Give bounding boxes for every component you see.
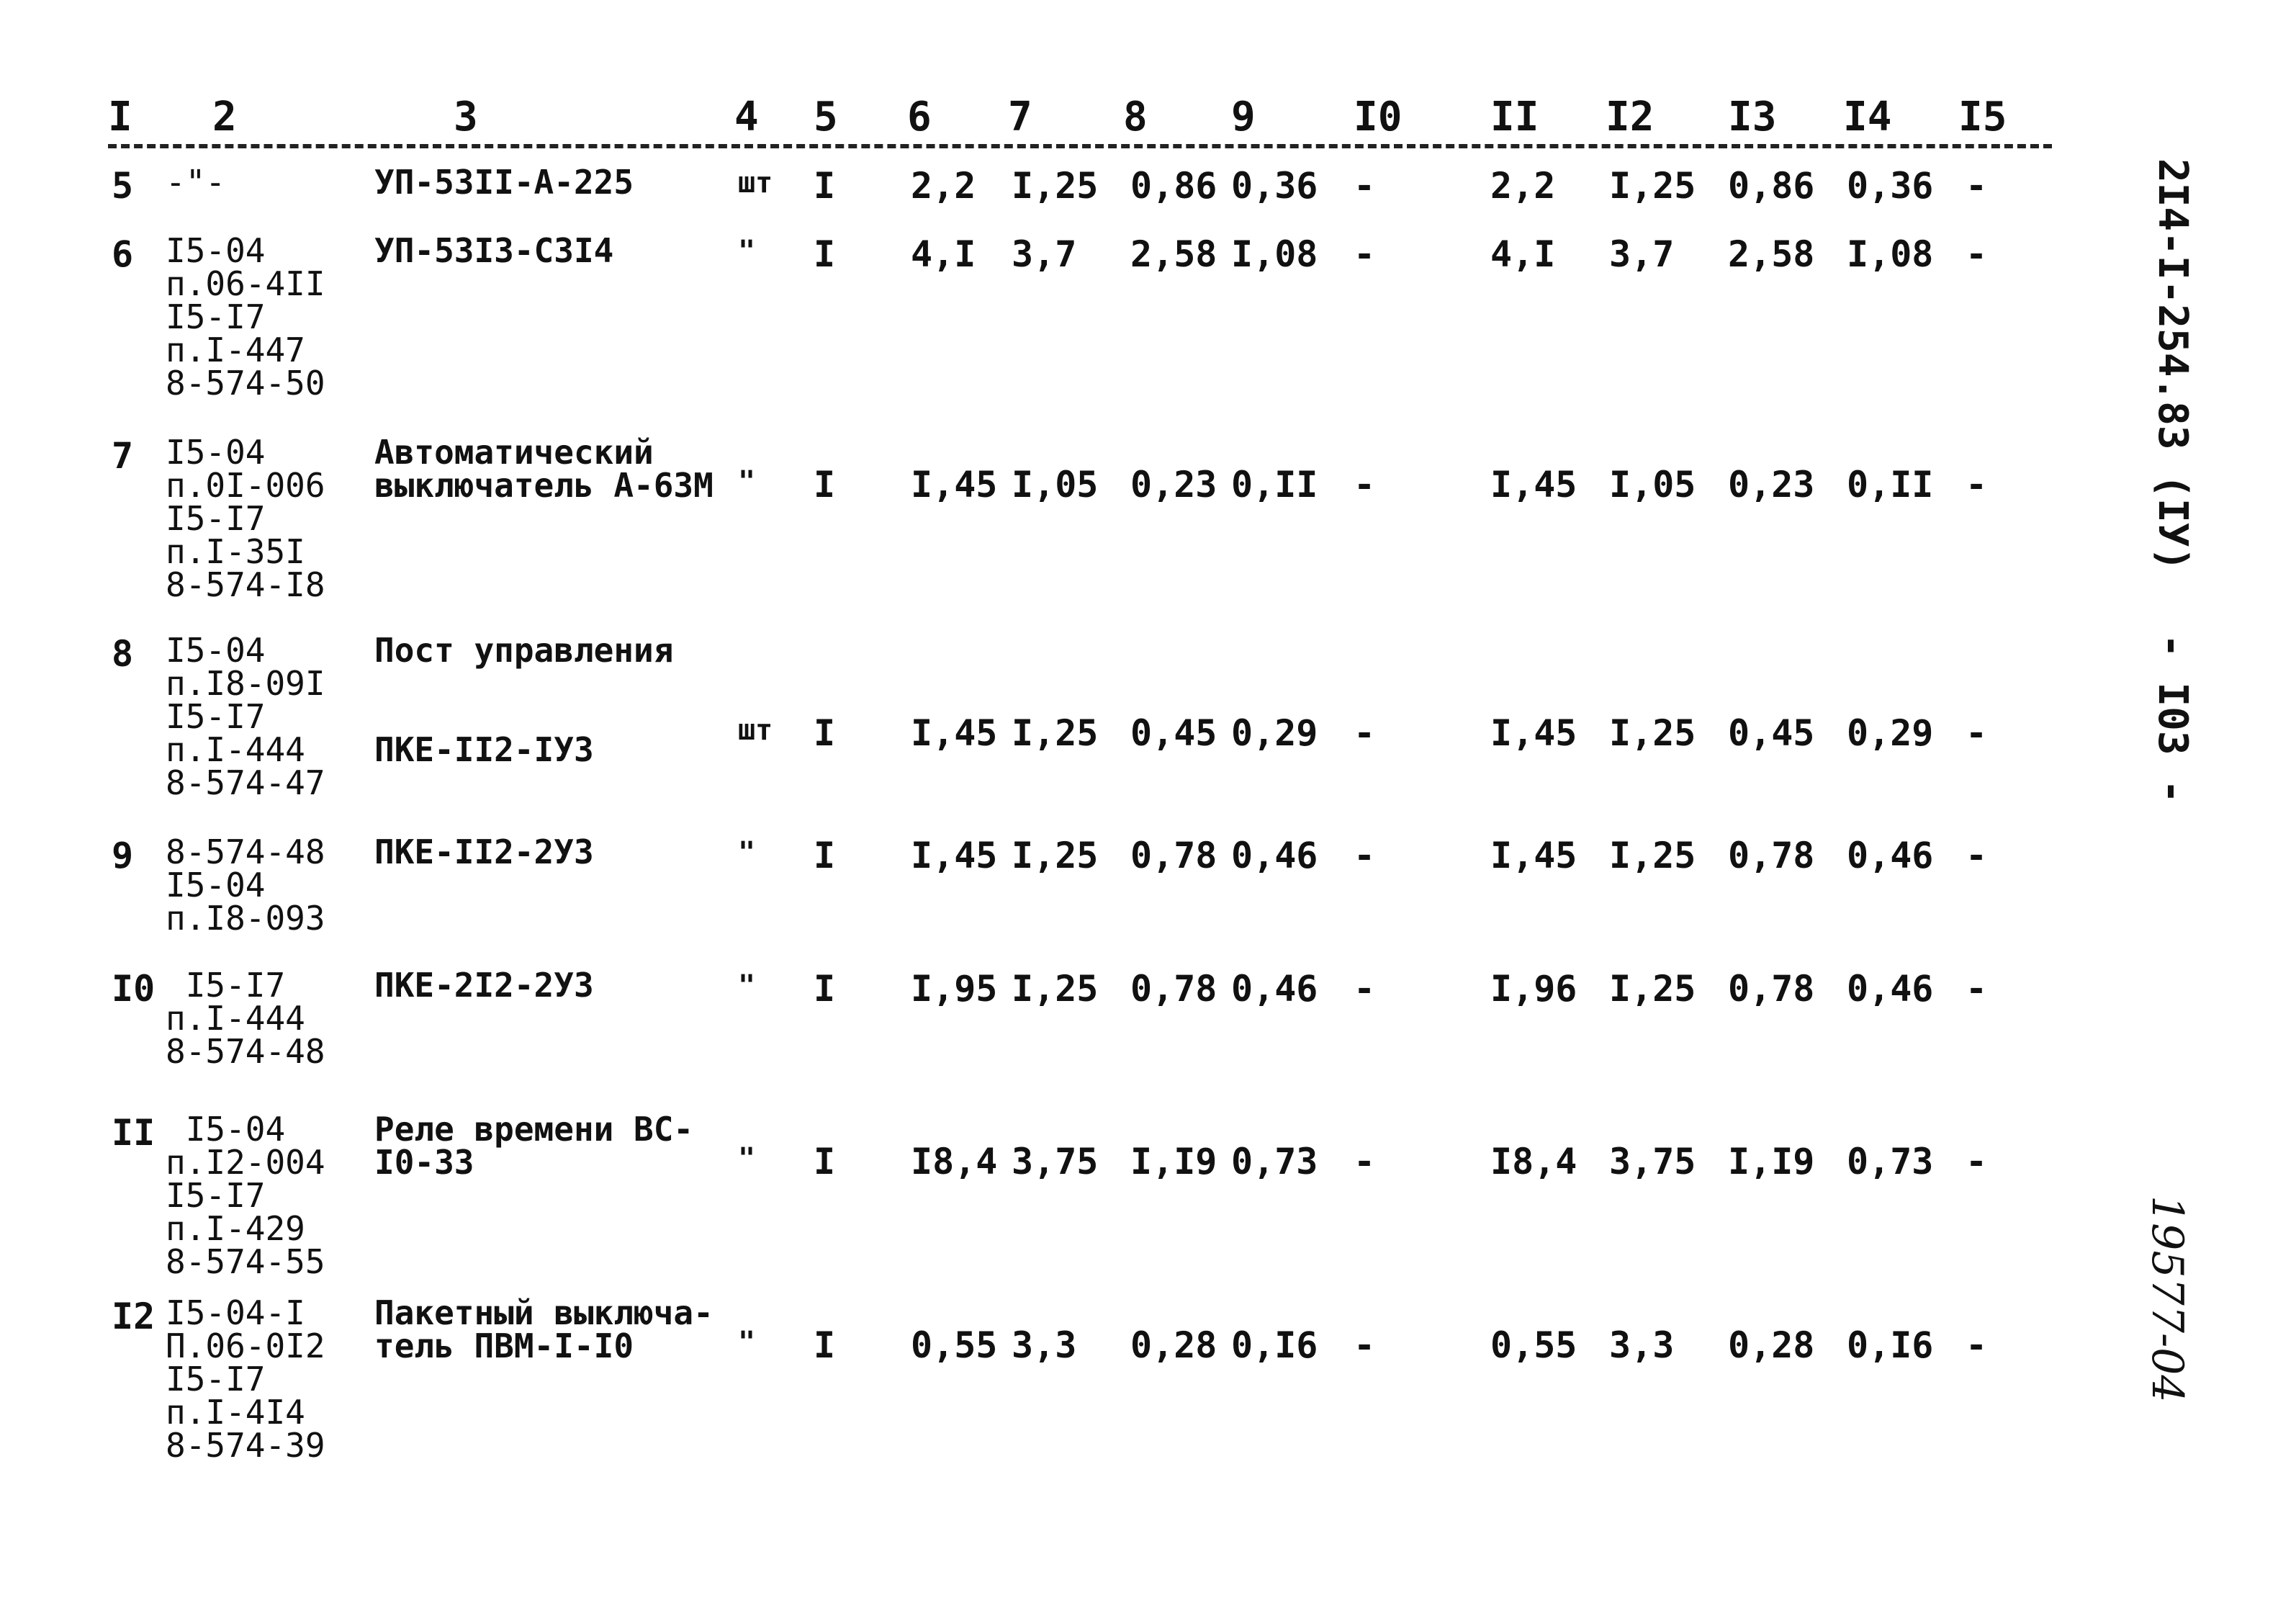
cell-c13: I,I9 xyxy=(1728,1141,1815,1182)
reference-codes xyxy=(166,231,325,403)
cell-c10: - xyxy=(1354,1141,1376,1182)
row-number: 9 xyxy=(112,835,134,876)
row-number: 6 xyxy=(112,233,134,275)
item-name xyxy=(374,832,594,871)
reference-codes xyxy=(166,966,325,1071)
reference-line: I5-04 xyxy=(166,433,266,472)
cell-c8: 0,78 xyxy=(1130,835,1217,876)
cell-c15: - xyxy=(1966,464,1988,506)
cell-c12: I,05 xyxy=(1609,464,1696,506)
column-header: 2 xyxy=(212,94,237,140)
cell-c12: 3,75 xyxy=(1609,1141,1696,1182)
reference-line: I5-I7 xyxy=(166,1176,266,1215)
reference-line: п.I-4I4 xyxy=(166,1393,305,1432)
cell-c11: I,45 xyxy=(1490,712,1577,754)
column-header: 4 xyxy=(734,94,759,140)
cell-c15: - xyxy=(1966,233,1988,275)
column-header: I xyxy=(108,94,132,140)
cell-c10: - xyxy=(1354,233,1376,275)
cell-c13: 0,28 xyxy=(1728,1324,1815,1366)
cell-c6: 2,2 xyxy=(911,165,976,207)
reference-line: п.I2-004 xyxy=(166,1143,325,1182)
item-name xyxy=(374,1293,713,1365)
cell-c10: - xyxy=(1354,165,1376,207)
cell-c10: - xyxy=(1354,464,1376,506)
reference-line: I5-04 xyxy=(166,866,266,904)
reference-line: п.I-447 xyxy=(166,331,305,369)
reference-codes xyxy=(166,163,226,202)
reference-line: I5-I7 xyxy=(166,697,266,736)
reference-codes xyxy=(166,832,325,938)
item-name-line: тель ПВМ-I-I0 xyxy=(374,1327,634,1365)
cell-c8: 0,86 xyxy=(1130,165,1217,207)
cell-c9: 0,29 xyxy=(1231,712,1318,754)
item-name xyxy=(374,966,594,1005)
cell-qty: I xyxy=(814,968,836,1010)
cell-c12: I,25 xyxy=(1609,712,1696,754)
item-name-line: выключатель А-63М xyxy=(374,466,713,505)
cell-unit: " xyxy=(738,465,756,498)
cell-c9: 0,46 xyxy=(1231,835,1318,876)
cell-c7: I,25 xyxy=(1012,165,1099,207)
cell-c12: I,25 xyxy=(1609,968,1696,1010)
header-separator xyxy=(108,144,2052,148)
item-name xyxy=(374,1110,694,1182)
item-name xyxy=(374,231,614,270)
item-name-line: Автоматический xyxy=(374,433,654,472)
cell-c14: 0,36 xyxy=(1847,165,1934,207)
cell-c7: 3,75 xyxy=(1012,1141,1099,1182)
column-header: I4 xyxy=(1843,94,1892,140)
cell-c11: 2,2 xyxy=(1490,165,1556,207)
cell-qty: I xyxy=(814,1141,836,1182)
cell-c10: - xyxy=(1354,712,1376,754)
cell-c14: 0,I6 xyxy=(1847,1324,1934,1366)
reference-line: -"- xyxy=(166,163,226,202)
cell-c12: I,25 xyxy=(1609,165,1696,207)
cell-c10: - xyxy=(1354,968,1376,1010)
cell-qty: I xyxy=(814,712,836,754)
item-name-line: УП-53I3-С3I4 xyxy=(374,231,614,270)
cell-unit: " xyxy=(738,969,756,1002)
cell-c9: 0,46 xyxy=(1231,968,1318,1010)
cell-c14: I,08 xyxy=(1847,233,1934,275)
cell-c14: 0,73 xyxy=(1847,1141,1934,1182)
reference-line: 8-574-55 xyxy=(166,1242,325,1281)
reference-codes xyxy=(166,1293,325,1465)
cell-c12: 3,7 xyxy=(1609,233,1675,275)
cell-c12: 3,3 xyxy=(1609,1324,1675,1366)
cell-qty: I xyxy=(814,1324,836,1366)
column-header: II xyxy=(1490,94,1539,140)
cell-c8: 0,23 xyxy=(1130,464,1217,506)
reference-line: 8-574-48 xyxy=(166,1032,325,1071)
row-number: II xyxy=(112,1112,156,1154)
cell-unit: шт xyxy=(738,714,773,747)
cell-c8: I,I9 xyxy=(1130,1141,1217,1182)
cell-unit: " xyxy=(738,1142,756,1175)
cell-c7: 3,7 xyxy=(1012,233,1077,275)
reference-line: п.I8-093 xyxy=(166,899,325,938)
cell-c13: 0,78 xyxy=(1728,835,1815,876)
cell-c11: I8,4 xyxy=(1490,1141,1577,1182)
cell-c8: 0,28 xyxy=(1130,1324,1217,1366)
item-name-line: Реле времени ВС- xyxy=(374,1110,694,1149)
row-number: 7 xyxy=(112,435,134,477)
reference-line: I5-04 xyxy=(166,631,266,670)
cell-c9: I,08 xyxy=(1231,233,1318,275)
item-name-line: Пост управления xyxy=(374,631,674,670)
cell-c13: 0,45 xyxy=(1728,712,1815,754)
cell-unit: " xyxy=(738,1326,756,1359)
cell-c6: 4,I xyxy=(911,233,976,275)
cell-c6: I,45 xyxy=(911,464,998,506)
column-header: I2 xyxy=(1606,94,1655,140)
cell-c9: 0,I6 xyxy=(1231,1324,1318,1366)
column-header-row xyxy=(108,94,2052,151)
reference-codes xyxy=(166,631,325,802)
reference-line: 8-574-47 xyxy=(166,763,325,802)
reference-line: п.I-35I xyxy=(166,532,305,571)
cell-c11: I,96 xyxy=(1490,968,1577,1010)
column-header: 8 xyxy=(1123,94,1148,140)
cell-c8: 0,78 xyxy=(1130,968,1217,1010)
reference-line: I5-I7 xyxy=(166,966,286,1005)
item-name-line: УП-53II-А-225 xyxy=(374,163,634,202)
item-name-line: Пакетный выключа- xyxy=(374,1293,713,1332)
reference-line: п.I8-09I xyxy=(166,664,325,703)
reference-line: 8-574-I8 xyxy=(166,565,325,604)
cell-c9: 0,II xyxy=(1231,464,1318,506)
column-header: 7 xyxy=(1008,94,1032,140)
cell-c6: I,45 xyxy=(911,712,998,754)
reference-line: I5-04 xyxy=(166,1110,286,1149)
cell-c14: 0,46 xyxy=(1847,835,1934,876)
reference-line: I5-I7 xyxy=(166,1360,266,1399)
cell-c7: I,25 xyxy=(1012,712,1099,754)
cell-c9: 0,36 xyxy=(1231,165,1318,207)
cell-c13: 0,86 xyxy=(1728,165,1815,207)
reference-codes xyxy=(166,1110,325,1281)
cell-c7: I,05 xyxy=(1012,464,1099,506)
handwritten-number: 19577-04 xyxy=(2142,1195,2192,1403)
cell-c14: 0,29 xyxy=(1847,712,1934,754)
reference-line: 8-574-39 xyxy=(166,1426,325,1465)
reference-line: п.06-4II xyxy=(166,264,325,303)
cell-c11: I,45 xyxy=(1490,835,1577,876)
cell-c15: - xyxy=(1966,968,1988,1010)
cell-qty: I xyxy=(814,233,836,275)
item-name xyxy=(374,631,674,769)
reference-line: п.I-444 xyxy=(166,999,305,1038)
column-header: 9 xyxy=(1231,94,1256,140)
cell-c15: - xyxy=(1966,1141,1988,1182)
column-header: 3 xyxy=(454,94,478,140)
row-number: 8 xyxy=(112,633,134,675)
cell-c10: - xyxy=(1354,1324,1376,1366)
cell-c15: - xyxy=(1966,165,1988,207)
cell-c15: - xyxy=(1966,1324,1988,1366)
item-name xyxy=(374,163,634,202)
cell-c8: 2,58 xyxy=(1130,233,1217,275)
item-name-line xyxy=(374,667,673,700)
cell-qty: I xyxy=(814,165,836,207)
reference-line: I5-I7 xyxy=(166,499,266,538)
row-number: I0 xyxy=(112,968,156,1010)
reference-line: 8-574-50 xyxy=(166,364,325,403)
cell-qty: I xyxy=(814,464,836,506)
reference-line: п.I-444 xyxy=(166,730,305,769)
column-header: I5 xyxy=(1958,94,2007,140)
cell-c13: 0,78 xyxy=(1728,968,1815,1010)
cell-c10: - xyxy=(1354,835,1376,876)
cell-qty: I xyxy=(814,835,836,876)
item-name-line: ПКЕ-2I2-2У3 xyxy=(374,966,594,1005)
reference-line: П.06-0I2 xyxy=(166,1327,325,1365)
cell-c7: 3,3 xyxy=(1012,1324,1077,1366)
cell-c8: 0,45 xyxy=(1130,712,1217,754)
cell-unit: шт xyxy=(738,166,773,199)
cell-c11: 4,I xyxy=(1490,233,1556,275)
cell-c6: 0,55 xyxy=(911,1324,998,1366)
row-number: 5 xyxy=(112,165,134,207)
reference-line: I5-04-I xyxy=(166,1293,305,1332)
column-header: I3 xyxy=(1728,94,1777,140)
cell-c6: I8,4 xyxy=(911,1141,998,1182)
cell-c6: I,95 xyxy=(911,968,998,1010)
cell-c14: 0,46 xyxy=(1847,968,1934,1010)
cell-c15: - xyxy=(1966,712,1988,754)
item-name xyxy=(374,433,713,505)
cell-c11: I,45 xyxy=(1490,464,1577,506)
cell-unit: " xyxy=(738,836,756,869)
cell-c13: 0,23 xyxy=(1728,464,1815,506)
cell-c13: 2,58 xyxy=(1728,233,1815,275)
cell-unit: " xyxy=(738,235,756,268)
reference-codes xyxy=(166,433,325,604)
cell-c7: I,25 xyxy=(1012,968,1099,1010)
item-name-line: I0-33 xyxy=(374,1143,474,1182)
cell-c15: - xyxy=(1966,835,1988,876)
reference-line: п.0I-006 xyxy=(166,466,325,505)
cell-c14: 0,II xyxy=(1847,464,1934,506)
cell-c12: I,25 xyxy=(1609,835,1696,876)
cell-c11: 0,55 xyxy=(1490,1324,1577,1366)
reference-line: 8-574-48 xyxy=(166,832,325,871)
reference-line: п.I-429 xyxy=(166,1209,305,1248)
page-number: - I03 - xyxy=(2149,634,2196,804)
cell-c6: I,45 xyxy=(911,835,998,876)
reference-line: I5-04 xyxy=(166,231,266,270)
item-name-line: ПКЕ-II2-2У3 xyxy=(374,832,594,871)
column-header: 6 xyxy=(907,94,932,140)
column-header: 5 xyxy=(814,94,838,140)
reference-line: I5-I7 xyxy=(166,297,266,336)
item-name-line: ПКЕ-II2-IУ3 xyxy=(374,730,594,769)
cell-c9: 0,73 xyxy=(1231,1141,1318,1182)
column-header: I0 xyxy=(1354,94,1403,140)
item-name-line xyxy=(374,700,673,733)
cell-c7: I,25 xyxy=(1012,835,1099,876)
document-code: 2I4-I-254.83 (IУ) xyxy=(2149,158,2196,572)
row-number: I2 xyxy=(112,1296,156,1337)
